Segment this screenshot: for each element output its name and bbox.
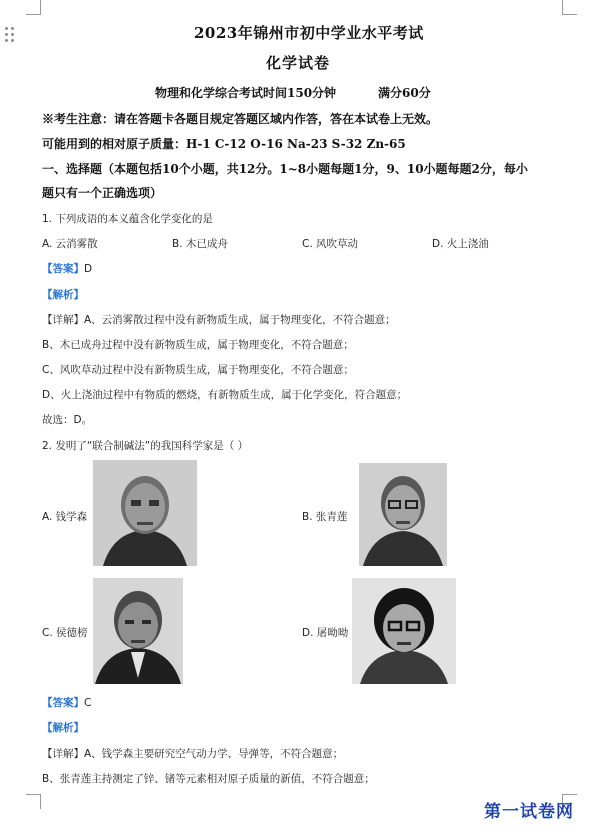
q2-detail-a: A、钱学森主要研究空气动力学、导弹等，不符合题意； xyxy=(84,748,344,760)
q1-detail-c: C、风吹草动过程中没有新物质生成，属于物理变化，不符合题意； xyxy=(42,364,354,376)
q2-option-d: D. 屠呦呦 xyxy=(302,627,349,639)
section-heading-line1: 一、选择题（本题包括10个小题，共12分。1~8小题每题1分，9、10小题每题2分，每小 xyxy=(42,162,528,176)
q1-detail-b: B、木已成舟过程中没有新物质生成，属于物理变化，不符合题意； xyxy=(42,339,354,351)
q1-answer-tag: 【答案】 xyxy=(42,263,84,275)
q2-option-b: B. 张青莲 xyxy=(302,511,348,523)
crop-mark-top-right xyxy=(562,0,577,15)
q2-analysis-tag: 【解析】 xyxy=(42,722,84,734)
q2-answer xyxy=(42,695,91,710)
q2-answer-tag: 【答案】 xyxy=(42,697,84,709)
table-move-handle-icon[interactable] xyxy=(5,27,15,43)
portrait-photo-c xyxy=(93,578,183,684)
q2-detail-tag: 【详解】 xyxy=(42,748,84,760)
q1-detail-d: D、火上浇油过程中有物质的燃烧，有新物质生成，属于化学变化，符合题意； xyxy=(42,389,408,401)
exam-subtitle: 化学试卷 xyxy=(266,54,331,72)
q1-stem: 1. 下列成语的本义蕴含化学变化的是 xyxy=(42,213,213,225)
q1-detail-line-a xyxy=(42,312,396,327)
crop-mark-bottom-left xyxy=(26,794,41,809)
crop-mark-top-left xyxy=(26,0,41,15)
q1-answer-value: D xyxy=(84,263,93,275)
q1-option-b: B. 木已成舟 xyxy=(172,238,228,250)
portrait-photo-a xyxy=(93,460,197,566)
q1-option-a: A. 云消雾散 xyxy=(42,238,98,250)
portrait-photo-d xyxy=(352,578,456,684)
q1-detail-tag: 【详解】 xyxy=(42,314,84,326)
site-watermark: 第一试卷网 xyxy=(484,802,574,822)
q1-analysis-tag: 【解析】 xyxy=(42,289,84,301)
q1-option-d: D. 火上浇油 xyxy=(432,238,489,250)
q2-option-c: C. 侯德榜 xyxy=(42,627,88,639)
q2-detail-b: B、张青莲主持测定了锌、锗等元素相对原子质量的新值，不符合题意； xyxy=(42,773,375,785)
section-heading-line2: 题只有一个正确选项） xyxy=(42,186,163,200)
exam-title: 2023年锦州市初中学业水平考试 xyxy=(194,24,424,42)
q2-detail-line-a xyxy=(42,746,343,761)
exam-notice: ※考生注意：请在答题卡各题目规定答题区域内作答，答在本试卷上无效。 xyxy=(42,112,439,126)
exam-score: 满分60分 xyxy=(378,86,431,100)
exam-time: 物理和化学综合考试时间150分钟 xyxy=(155,86,337,100)
q1-option-c: C. 风吹草动 xyxy=(302,238,359,250)
q1-conclusion: 故选：D。 xyxy=(42,414,93,426)
q1-answer xyxy=(42,261,92,276)
q2-answer-value: C xyxy=(84,697,92,709)
q2-option-a: A. 钱学森 xyxy=(42,511,88,523)
atomic-masses: 可能用到的相对原子质量：H-1 C-12 O-16 Na-23 S-32 Zn-65 xyxy=(42,137,406,151)
q2-stem: 2. 发明了“联合制碱法”的我国科学家是（ ） xyxy=(42,440,249,452)
portrait-photo-b xyxy=(359,463,447,566)
q1-detail-a: A、云消雾散过程中没有新物质生成，属于物理变化，不符合题意； xyxy=(84,314,396,326)
